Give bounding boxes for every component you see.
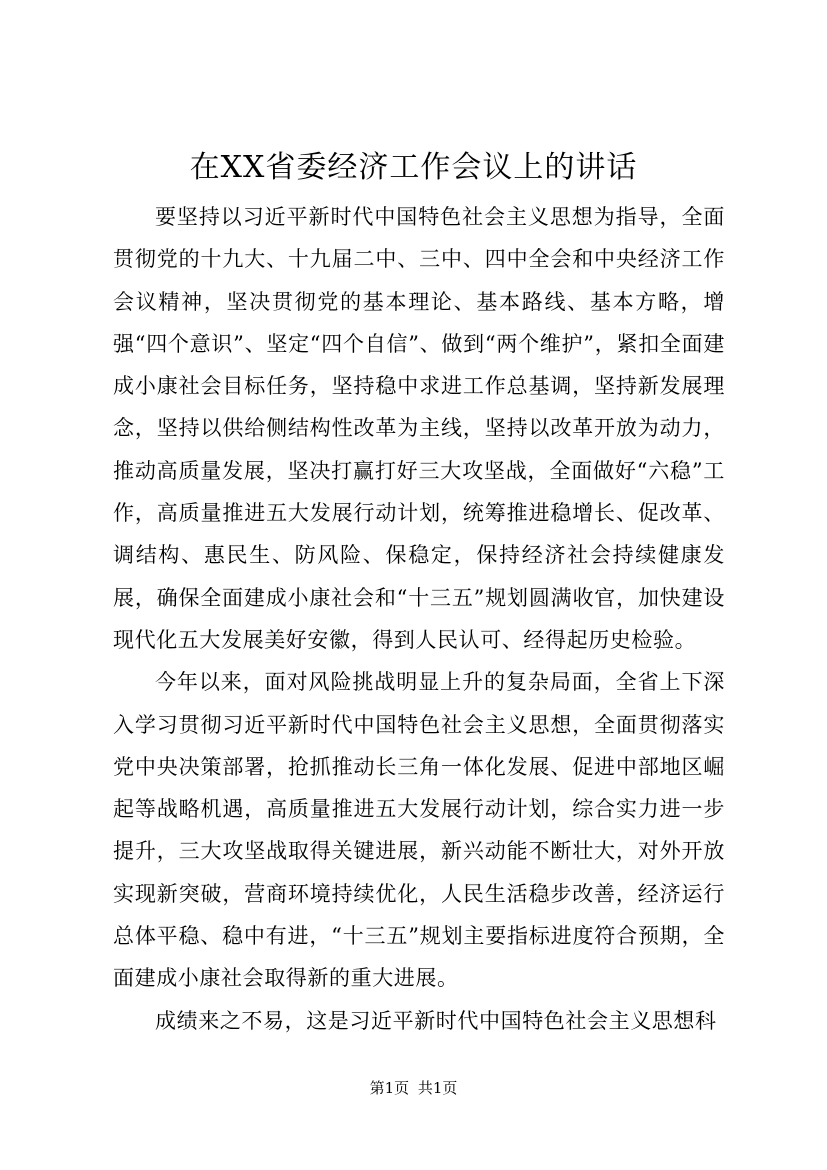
- paragraph-3: 成绩来之不易，这是习近平新时代中国特色社会主义思想科: [155, 1008, 717, 1033]
- paragraph-1: 要坚持以习近平新时代中国特色社会主义思想为指导，全面贯彻党的十九大、十九届二中、三中、四中全会和中央经济工作会议精神，坚决贯彻党的基本理论、基本路线、基本方略，增强“四个意识”、坚定“四个自信”、做到“两个维护”，紧扣全面建成小康社会目标任务，坚持稳中求进工作总基调，坚持新发展理念，坚持以供给侧结构性改革为主线，坚持以改革开放为动力，推动高质量发展，坚决打赢打好三大攻坚战，全面做好“六稳”工作，高质量推进五大发展行动计划，统筹推进稳增长、促改革、调结构、惠民生、防风险、保稳定，保持经济社会持续健康发展，确保全面建成小康社会和“十三五”规划圆满收官，加快建设现代化五大发展美好安徽，得到人民认可、经得起历史检验。: [113, 205, 725, 652]
- page-footer: 第1页 共1页: [369, 1079, 458, 1097]
- document-title: 在XX省委经济工作会议上的讲话: [189, 150, 638, 185]
- paragraph-2: 今年以来，面对风险挑战明显上升的复杂局面，全省上下深入学习贯彻习近平新时代中国特色社会主义思想，全面贯彻落实党中央决策部署，抢抓推动长三角一体化发展、促进中部地区崛起等战略机遇，高质量推进五大发展行动计划，综合实力进一步提升，三大攻坚战取得关键进展，新兴动能不断壮大，对外开放实现新突破，营商环境持续优化，人民生活稳步改善，经济运行总体平稳、稳中有进，“十三五”规划主要指标进度符合预期，全面建成小康社会取得新的重大进展。: [113, 670, 725, 991]
- document-body: [113, 196, 725, 1042]
